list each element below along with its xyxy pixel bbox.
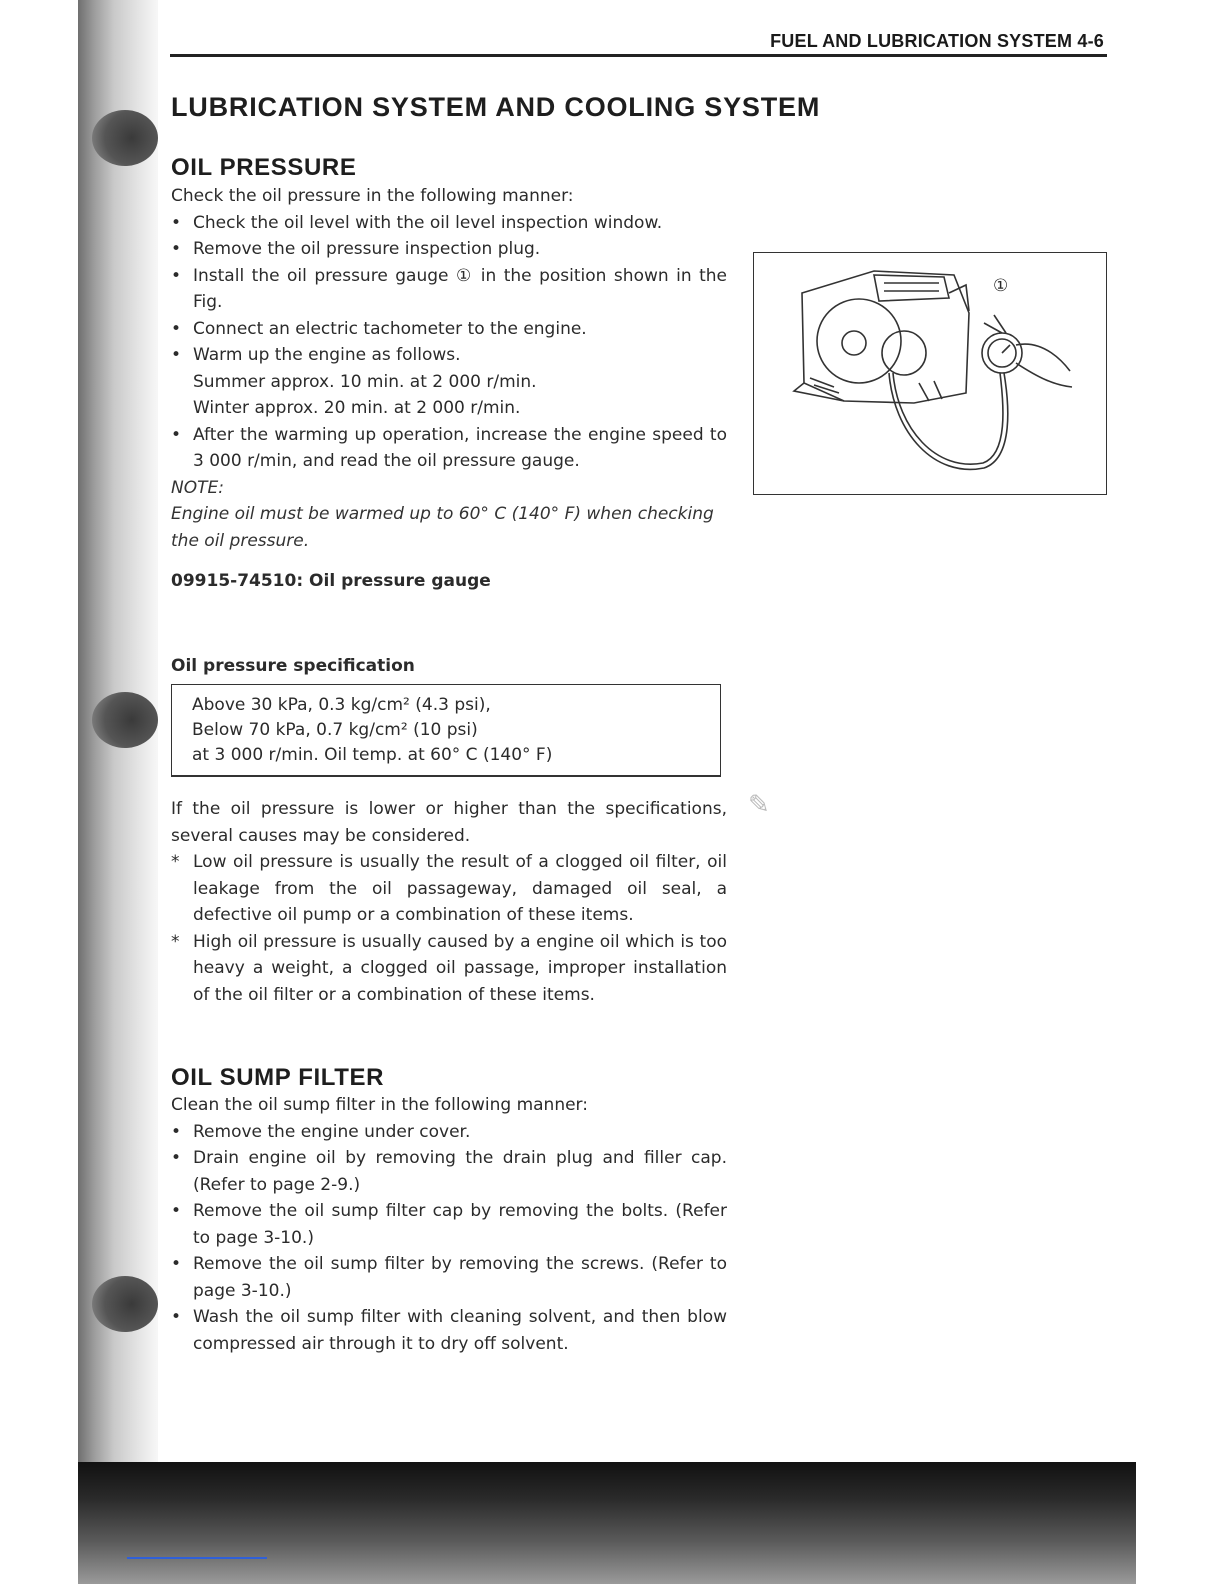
oil-pressure-steps (171, 210, 727, 475)
bullet: • (171, 318, 182, 339)
list-item: • Warm up the engine as follows. Summer approx. 10 min. at 2 000 r/min. Winter approx. 20 min. at 2 000 r/min. (171, 342, 727, 422)
list-item: • Remove the oil pressure inspection plug. (171, 236, 727, 263)
list-item: • After the warming up operation, increase the engine speed to 3 000 r/min, and read the oil pressure gauge. (171, 422, 727, 475)
oil-sump-filter-heading: OIL SUMP FILTER (171, 1064, 385, 1091)
asterisk: * (171, 852, 180, 872)
special-tool: 09915-74510: Oil pressure gauge (171, 571, 491, 591)
list-item: • Remove the oil sump filter by removing the screws. (Refer to page 3-10.) (171, 1251, 727, 1304)
pencil-mark: ✎ (748, 790, 770, 820)
note-label: NOTE: (171, 477, 224, 498)
note-text: Engine oil must be warmed up to 60° C (140° F) when checking the oil pressure. (171, 504, 714, 551)
list-item: • Check the oil level with the oil level inspection window. (171, 210, 727, 237)
list-item: • Wash the oil sump filter with cleaning solvent, and then blow compressed air through it to dry off solvent. (171, 1304, 727, 1357)
oil-sump-steps (171, 1119, 727, 1358)
binder-hole-middle (92, 692, 158, 748)
running-header: FUEL AND LUBRICATION SYSTEM 4-6 (770, 31, 1104, 51)
binder-hole-top (92, 110, 158, 166)
figure-callout-1: ① (993, 276, 1009, 296)
scan-footer-line (127, 1557, 267, 1559)
spec-line: Below 70 kPa, 0.7 kg/cm² (10 psi) (192, 720, 478, 740)
spec-box (171, 684, 721, 777)
spec-heading: Oil pressure specification (171, 656, 415, 676)
section-title: LUBRICATION SYSTEM AND COOLING SYSTEM (171, 92, 821, 122)
causes-intro: If the oil pressure is lower or higher than the specifications, several causes may be considered. (171, 799, 727, 846)
causes-list (171, 849, 727, 1008)
bullet: • (171, 345, 182, 365)
bullet: • (171, 424, 182, 445)
list-item: • Remove the oil sump filter cap by removing the bolts. (Refer to page 3-10.) (171, 1198, 727, 1251)
list-item: • Drain engine oil by removing the drain plug and filler cap. (Refer to page 2-9.) (171, 1145, 727, 1198)
oil-sump-intro: Clean the oil sump filter in the following manner: (171, 1095, 588, 1115)
bullet: • (171, 239, 182, 259)
oil-pressure-intro: Check the oil pressure in the following manner: (171, 186, 574, 206)
bullet: • (171, 265, 182, 286)
oil-pressure-heading: OIL PRESSURE (171, 154, 357, 181)
warmup-winter: Winter approx. 20 min. at 2 000 r/min. (193, 398, 521, 418)
list-item: • Install the oil pressure gauge ① in the position shown in the Fig. (171, 263, 727, 316)
bullet: • (171, 1307, 182, 1327)
bullet: • (171, 1201, 182, 1221)
header-rule (170, 54, 1107, 57)
bullet: • (171, 1121, 182, 1142)
list-item: • Remove the engine under cover. (171, 1119, 727, 1146)
binder-hole-bottom (92, 1276, 158, 1332)
page-binding-shadow (78, 0, 158, 1584)
list-item: • Connect an electric tachometer to the engine. (171, 316, 727, 343)
engine-illustration (754, 253, 1106, 494)
oil-pressure-gauge-figure (753, 252, 1107, 495)
asterisk: * (171, 931, 180, 952)
list-item: * Low oil pressure is usually the result of a clogged oil filter, oil leakage from the oil passageway, damaged oil seal, a defective oil pump or a combination of these items. (171, 849, 727, 929)
spec-line: at 3 000 r/min. Oil temp. at 60° C (140° F) (192, 745, 553, 765)
oil-sump-filter-body (171, 1092, 727, 1357)
list-item: * High oil pressure is usually caused by a engine oil which is too heavy a weight, a clogged oil passage, improper installation of the oil filter or a combination of these items. (171, 929, 727, 1009)
warmup-summer: Summer approx. 10 min. at 2 000 r/min. (193, 371, 537, 392)
bullet: • (171, 212, 182, 233)
causes-block (171, 796, 727, 1008)
bullet: • (171, 1254, 182, 1274)
scan-footer-shadow (78, 1462, 1136, 1584)
bullet: • (171, 1148, 182, 1168)
oil-pressure-body (171, 183, 727, 595)
spec-line: Above 30 kPa, 0.3 kg/cm² (4.3 psi), (192, 695, 491, 715)
